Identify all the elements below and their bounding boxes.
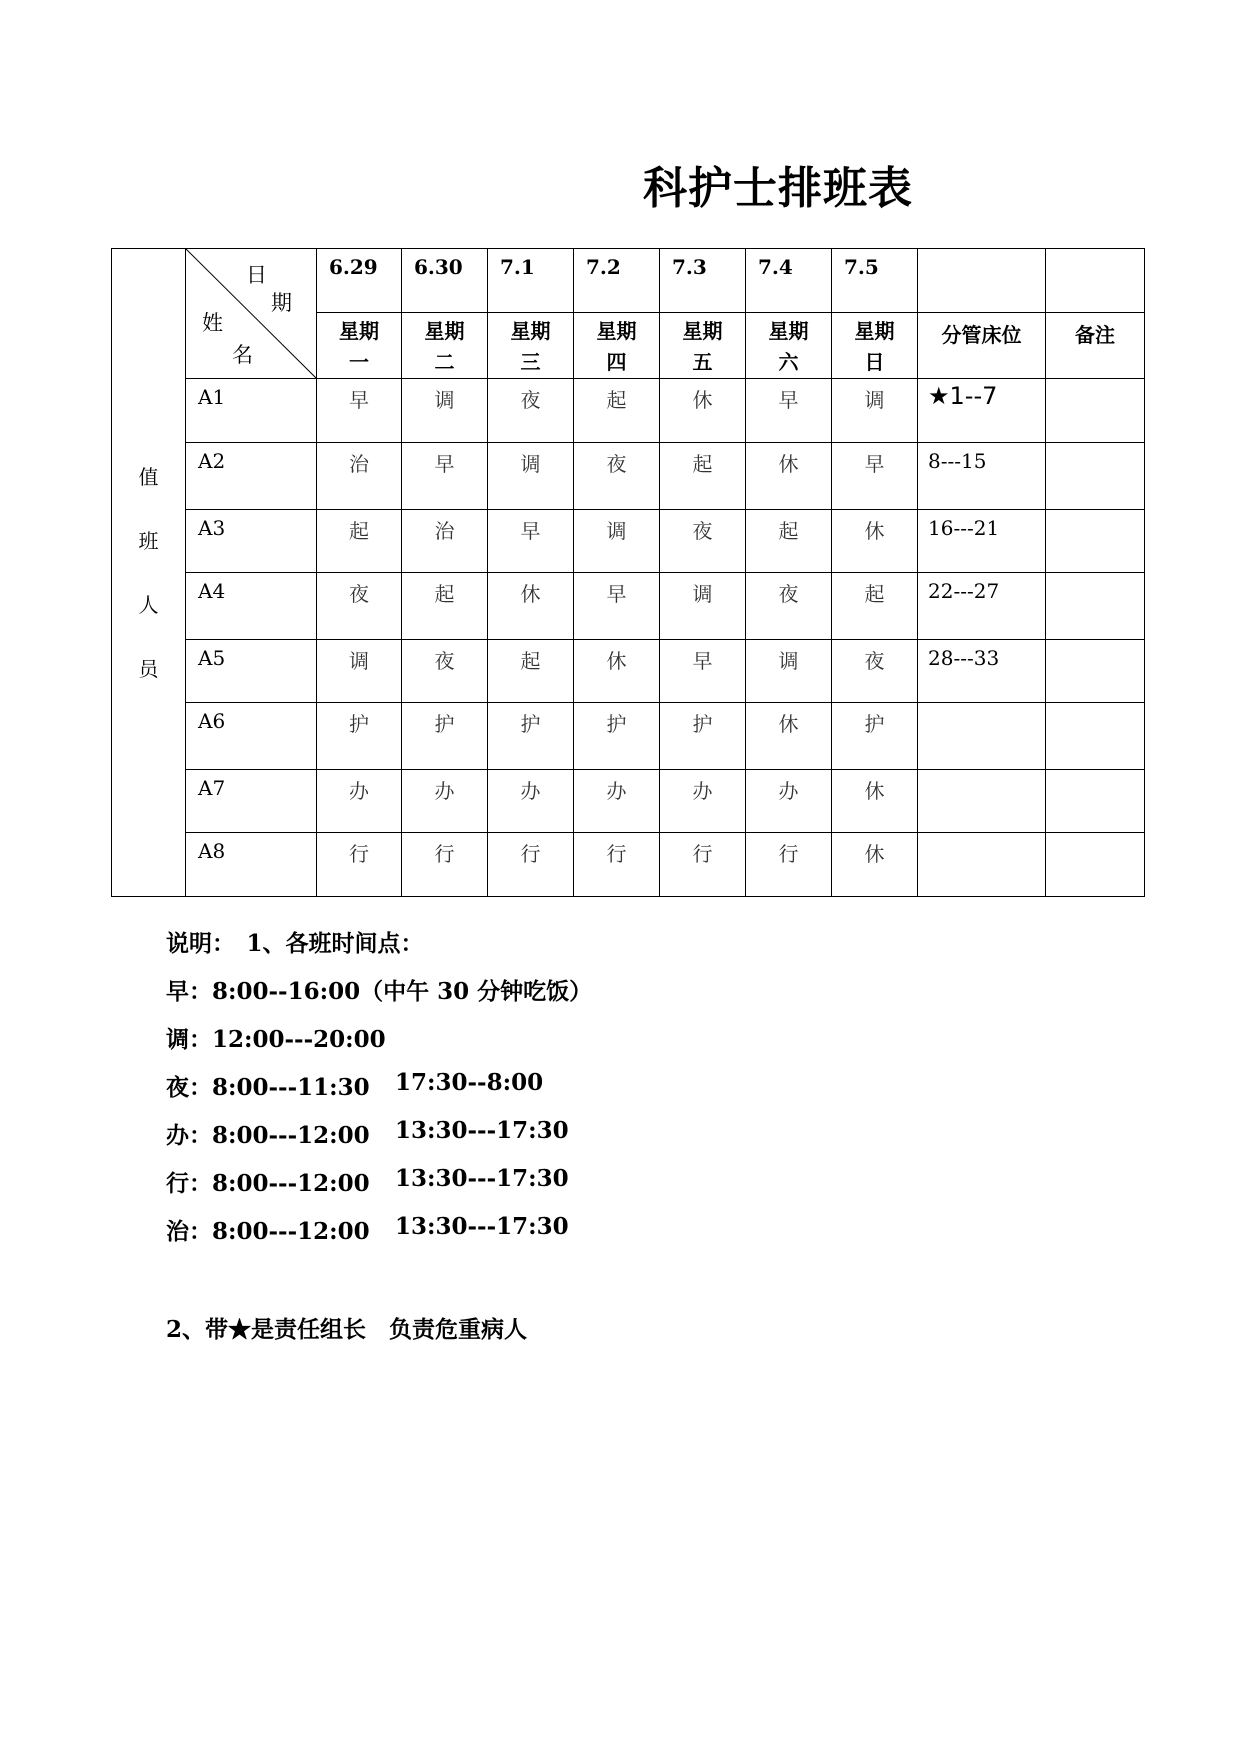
- notes-header: 说明： 1、各班时间点：: [166, 930, 424, 957]
- corner-name-label-2: 名: [232, 343, 253, 367]
- shift-time-line: [166, 1021, 386, 1054]
- shift-cell: 行: [574, 833, 660, 897]
- shift-cell: 早: [402, 443, 488, 510]
- bed-assignment: ★1--7: [918, 379, 1046, 443]
- shift-cell: 护: [488, 703, 574, 770]
- shift-cell: 办: [746, 770, 832, 833]
- note-cell: [1046, 640, 1145, 703]
- note-cell: [1046, 703, 1145, 770]
- corner-date-label: 日: [246, 263, 267, 287]
- shift-cell: 早: [488, 510, 574, 573]
- shift-cell: 早: [574, 573, 660, 640]
- shift-cell: 护: [317, 703, 402, 770]
- bed-assignment: 16---21: [918, 510, 1046, 573]
- staff-name: A6: [186, 703, 317, 770]
- weekday-prefix: 星期: [596, 319, 637, 343]
- shift-time-primary: 办：8:00---12:00: [166, 1122, 370, 1149]
- table-row: [112, 573, 1145, 640]
- shift-cell: 行: [317, 833, 402, 897]
- weekday-day: 日: [864, 350, 885, 374]
- shift-cell: 办: [574, 770, 660, 833]
- weekday-day: 三: [520, 350, 541, 374]
- shift-cell: 休: [660, 379, 746, 443]
- date-header: 6.29: [317, 249, 402, 313]
- shift-cell: 夜: [832, 640, 918, 703]
- shift-cell: 办: [660, 770, 746, 833]
- table-row: [112, 379, 1145, 443]
- staff-name: A7: [186, 770, 317, 833]
- duty-staff-char: 人: [138, 592, 159, 617]
- corner-date-label-2: 期: [271, 291, 292, 315]
- staff-name: A1: [186, 379, 317, 443]
- note-cell: [1046, 379, 1145, 443]
- corner-name-label: 姓: [202, 311, 223, 335]
- date-header: 7.3: [660, 249, 746, 313]
- staff-name: A2: [186, 443, 317, 510]
- shift-cell: 休: [832, 770, 918, 833]
- weekday-prefix: 星期: [339, 319, 379, 343]
- shift-cell: 办: [488, 770, 574, 833]
- date-header: 7.2: [574, 249, 660, 313]
- weekday-prefix: 星期: [682, 319, 723, 343]
- note-cell: [1046, 770, 1145, 833]
- shift-cell: 夜: [660, 510, 746, 573]
- shift-time-secondary: 17:30--8:00: [395, 1069, 544, 1096]
- shift-cell: 起: [574, 379, 660, 443]
- shift-cell: 起: [488, 640, 574, 703]
- table-row: [112, 510, 1145, 573]
- shift-cell: 办: [317, 770, 402, 833]
- shift-cell: 治: [317, 443, 402, 510]
- weekday-header: [746, 313, 832, 379]
- shift-time-line: [166, 1117, 569, 1150]
- empty-note-header: [1046, 249, 1145, 313]
- shift-cell: 休: [746, 703, 832, 770]
- shift-cell: 休: [574, 640, 660, 703]
- date-header: 7.4: [746, 249, 832, 313]
- weekday-header: [317, 313, 402, 379]
- shift-cell: 休: [488, 573, 574, 640]
- weekday-prefix: 星期: [854, 319, 895, 343]
- shift-cell: 休: [832, 510, 918, 573]
- staff-name: A3: [186, 510, 317, 573]
- bed-assignment: 22---27: [918, 573, 1046, 640]
- shift-cell: 起: [832, 573, 918, 640]
- shift-cell: 护: [402, 703, 488, 770]
- weekday-header: [832, 313, 918, 379]
- shift-time-primary: 早：8:00--16:00（中午 30 分钟吃饭）: [166, 978, 593, 1005]
- shift-time-line: [166, 1213, 569, 1246]
- shift-cell: 行: [402, 833, 488, 897]
- staff-name: A8: [186, 833, 317, 897]
- shift-cell: 治: [402, 510, 488, 573]
- shift-cell: 行: [660, 833, 746, 897]
- weekday-prefix: 星期: [424, 319, 465, 343]
- weekday-day: 六: [778, 350, 799, 374]
- note-cell: [1046, 510, 1145, 573]
- note-cell: [1046, 833, 1145, 897]
- shift-cell: 调: [660, 573, 746, 640]
- shift-cell: 夜: [402, 640, 488, 703]
- table-row: [112, 640, 1145, 703]
- weekday-header: [660, 313, 746, 379]
- shift-cell: 休: [746, 443, 832, 510]
- duty-staff-char: 班: [138, 528, 159, 553]
- shift-time-line: [166, 1069, 544, 1102]
- shift-cell: 调: [574, 510, 660, 573]
- bed-assignment: [918, 833, 1046, 897]
- duty-staff-char: 员: [138, 656, 159, 681]
- note-column-header: 备注: [1046, 313, 1145, 379]
- shift-cell: 调: [317, 640, 402, 703]
- shift-cell: 起: [402, 573, 488, 640]
- table-row: [112, 833, 1145, 897]
- shift-cell: 起: [746, 510, 832, 573]
- date-header: 7.1: [488, 249, 574, 313]
- staff-name: A5: [186, 640, 317, 703]
- shift-time-line: [166, 1165, 569, 1198]
- weekday-day: 五: [692, 350, 713, 374]
- shift-cell: 夜: [488, 379, 574, 443]
- table-row: [112, 443, 1145, 510]
- weekday-prefix: 星期: [510, 319, 551, 343]
- shift-time-secondary: 13:30---17:30: [395, 1117, 569, 1144]
- empty-bed-header: [918, 249, 1046, 313]
- schedule-table: [111, 248, 1145, 897]
- weekday-day: 四: [606, 350, 627, 374]
- staff-name: A4: [186, 573, 317, 640]
- weekday-header: [402, 313, 488, 379]
- shift-cell: 办: [402, 770, 488, 833]
- weekday-day: 二: [434, 350, 455, 374]
- shift-cell: 调: [402, 379, 488, 443]
- shift-cell: 护: [574, 703, 660, 770]
- bed-assignment: [918, 770, 1046, 833]
- date-header: 7.5: [832, 249, 918, 313]
- shift-cell: 夜: [317, 573, 402, 640]
- shift-cell: 起: [660, 443, 746, 510]
- shift-time-primary: 治：8:00---12:00: [166, 1218, 370, 1245]
- shift-time-primary: 调：12:00---20:00: [166, 1026, 386, 1053]
- page-title: 科护士排班表: [643, 163, 913, 214]
- note-cell: [1046, 573, 1145, 640]
- duty-staff-char: 值: [138, 464, 159, 489]
- weekday-prefix: 星期: [768, 319, 809, 343]
- date-header: 6.30: [402, 249, 488, 313]
- shift-cell: 休: [832, 833, 918, 897]
- shift-cell: 护: [832, 703, 918, 770]
- shift-time-primary: 夜：8:00---11:30: [166, 1074, 370, 1101]
- weekday-header: [488, 313, 574, 379]
- shift-cell: 行: [488, 833, 574, 897]
- note-cell: [1046, 443, 1145, 510]
- shift-time-secondary: 13:30---17:30: [395, 1213, 569, 1240]
- shift-cell: 护: [660, 703, 746, 770]
- bed-assignment: [918, 703, 1046, 770]
- bed-assignment: 8---15: [918, 443, 1046, 510]
- shift-time-line: [166, 973, 592, 1006]
- notes-footer: 2、带★是责任组长 负责危重病人: [166, 1316, 528, 1343]
- weekday-day: 一: [349, 350, 369, 374]
- shift-cell: 早: [746, 379, 832, 443]
- bed-assignment: 28---33: [918, 640, 1046, 703]
- shift-cell: 调: [832, 379, 918, 443]
- bed-column-header: 分管床位: [918, 313, 1046, 379]
- shift-cell: 早: [832, 443, 918, 510]
- shift-cell: 夜: [574, 443, 660, 510]
- shift-cell: 早: [317, 379, 402, 443]
- corner-header: [186, 249, 317, 379]
- shift-cell: 早: [660, 640, 746, 703]
- shift-cell: 行: [746, 833, 832, 897]
- table-row: [112, 703, 1145, 770]
- weekday-header: [574, 313, 660, 379]
- table-row: [112, 770, 1145, 833]
- shift-cell: 夜: [746, 573, 832, 640]
- shift-cell: 起: [317, 510, 402, 573]
- shift-time-secondary: 13:30---17:30: [395, 1165, 569, 1192]
- duty-staff-label: [112, 249, 186, 897]
- shift-time-primary: 行：8:00---12:00: [166, 1170, 370, 1197]
- shift-cell: 调: [488, 443, 574, 510]
- shift-cell: 调: [746, 640, 832, 703]
